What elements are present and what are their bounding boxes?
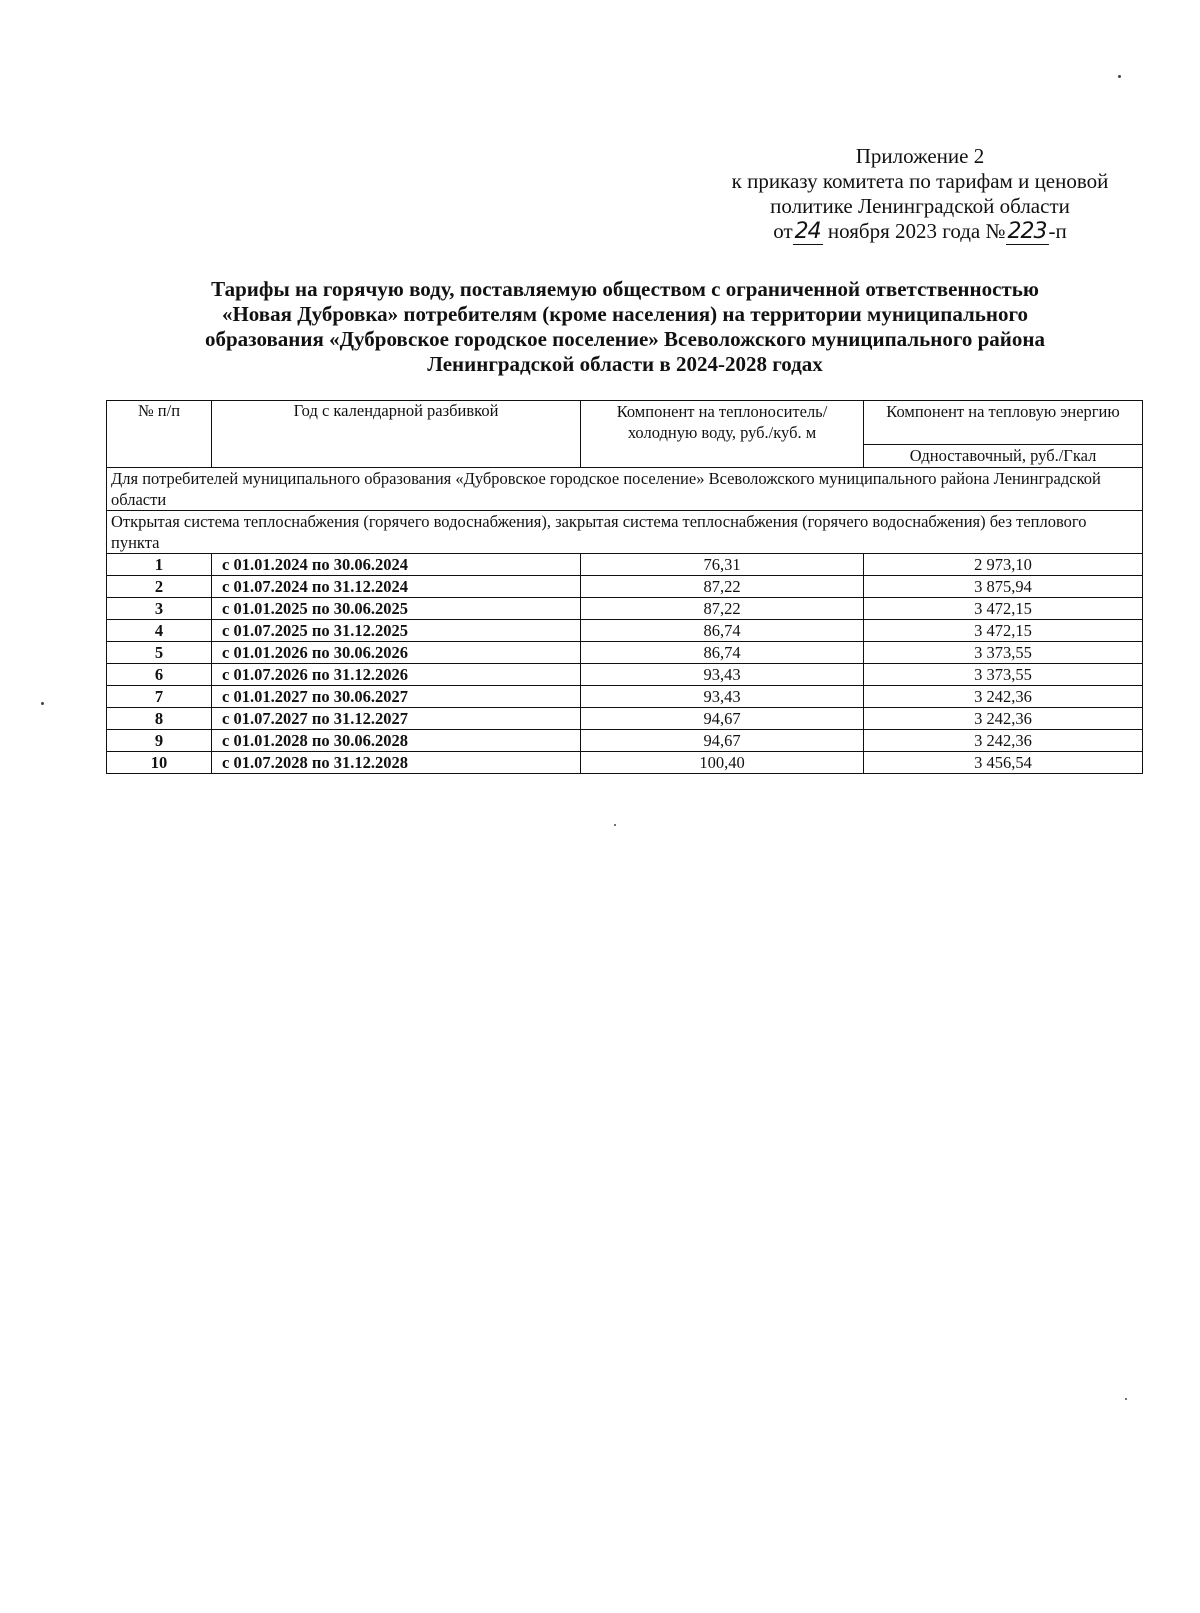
date-month-year: ноября 2023 года №: [827, 219, 1006, 243]
table-row: [107, 554, 1143, 576]
row-number: 10: [107, 752, 212, 774]
row-water-tariff: 76,31: [581, 554, 864, 576]
row-heat-tariff: 3 875,94: [864, 576, 1143, 598]
header-period: Год с календарной разбивкой: [212, 401, 581, 468]
row-heat-tariff: 3 373,55: [864, 664, 1143, 686]
table-body: [107, 468, 1143, 774]
table-row: [107, 576, 1143, 598]
appendix-title: Приложение 2: [855, 144, 985, 168]
handwritten-number: 223: [1007, 219, 1047, 244]
document-title: [100, 277, 1150, 377]
row-water-tariff: 87,22: [581, 576, 864, 598]
tariff-table: [106, 400, 1143, 774]
row-number: 5: [107, 642, 212, 664]
row-period: с 01.07.2027 по 31.12.2027: [212, 708, 581, 730]
row-number: 4: [107, 620, 212, 642]
row-water-tariff: 86,74: [581, 642, 864, 664]
table-row: [107, 730, 1143, 752]
row-period: с 01.07.2024 по 31.12.2024: [212, 576, 581, 598]
row-period: с 01.07.2026 по 31.12.2026: [212, 664, 581, 686]
row-water-tariff: 94,67: [581, 730, 864, 752]
row-heat-tariff: 3 456,54: [864, 752, 1143, 774]
row-number: 7: [107, 686, 212, 708]
appendix-committee: политике Ленинградской области: [770, 194, 1070, 218]
row-water-tariff: 94,67: [581, 708, 864, 730]
scan-speck: [1125, 1398, 1127, 1400]
row-period: с 01.07.2028 по 31.12.2028: [212, 752, 581, 774]
appendix-header: [700, 144, 1140, 244]
table-row: [107, 708, 1143, 730]
table-row: [107, 598, 1143, 620]
table-header-row: [107, 401, 1143, 445]
row-period: с 01.01.2024 по 30.06.2024: [212, 554, 581, 576]
row-water-tariff: 100,40: [581, 752, 864, 774]
row-number: 2: [107, 576, 212, 598]
row-number: 1: [107, 554, 212, 576]
row-heat-tariff: 3 472,15: [864, 598, 1143, 620]
row-heat-tariff: 3 242,36: [864, 708, 1143, 730]
row-water-tariff: 86,74: [581, 620, 864, 642]
title-line-3: образования «Дубровское городское поселение» Всеволожского муниципального района: [204, 327, 1045, 351]
section-system-row: [107, 511, 1143, 554]
appendix-date-number: [700, 219, 1140, 244]
scan-speck: [1118, 75, 1121, 78]
table-row: [107, 752, 1143, 774]
row-number: 9: [107, 730, 212, 752]
header-num: № п/п: [107, 401, 212, 468]
row-heat-tariff: 3 242,36: [864, 730, 1143, 752]
section-consumers: Для потребителей муниципального образования «Дубровское городское поселение» Всеволожского муниципального района Ленинградской области: [107, 468, 1143, 511]
row-heat-tariff: 2 973,10: [864, 554, 1143, 576]
scan-speck: [41, 702, 44, 705]
title-line-1: Тарифы на горячую воду, поставляемую обществом с ограниченной ответственностью: [211, 277, 1039, 301]
number-suffix: -п: [1048, 219, 1067, 243]
row-heat-tariff: 3 373,55: [864, 642, 1143, 664]
table-row: [107, 642, 1143, 664]
row-period: с 01.01.2025 по 30.06.2025: [212, 598, 581, 620]
row-number: 3: [107, 598, 212, 620]
row-number: 8: [107, 708, 212, 730]
row-period: с 01.01.2027 по 30.06.2027: [212, 686, 581, 708]
row-water-tariff: 87,22: [581, 598, 864, 620]
row-water-tariff: 93,43: [581, 686, 864, 708]
title-line-4: Ленинградской области в 2024-2028 годах: [427, 352, 823, 376]
row-period: с 01.07.2025 по 31.12.2025: [212, 620, 581, 642]
table-row: [107, 664, 1143, 686]
title-line-2: «Новая Дубровка» потребителям (кроме населения) на территории муниципального: [221, 302, 1029, 326]
scan-speck: [614, 824, 616, 826]
header-heat-single-rate: Одноставочный, руб./Гкал: [864, 445, 1143, 468]
header-water-component: Компонент на теплоноситель/ холодную воду, руб./куб. м: [581, 401, 864, 468]
handwritten-day: 24: [794, 219, 821, 244]
table-row: [107, 686, 1143, 708]
row-period: с 01.01.2028 по 30.06.2028: [212, 730, 581, 752]
header-heat-component: Компонент на тепловую энергию: [864, 401, 1143, 445]
row-number: 6: [107, 664, 212, 686]
section-consumers-row: [107, 468, 1143, 511]
date-prefix: от: [773, 219, 793, 243]
row-heat-tariff: 3 472,15: [864, 620, 1143, 642]
section-system-type: Открытая система теплоснабжения (горячего водоснабжения), закрытая система теплоснабжения (горячего водоснабжения) без теплового пункта: [107, 511, 1143, 554]
table-row: [107, 620, 1143, 642]
row-water-tariff: 93,43: [581, 664, 864, 686]
appendix-order-ref: к приказу комитета по тарифам и ценовой: [731, 169, 1109, 193]
row-heat-tariff: 3 242,36: [864, 686, 1143, 708]
row-period: с 01.01.2026 по 30.06.2026: [212, 642, 581, 664]
